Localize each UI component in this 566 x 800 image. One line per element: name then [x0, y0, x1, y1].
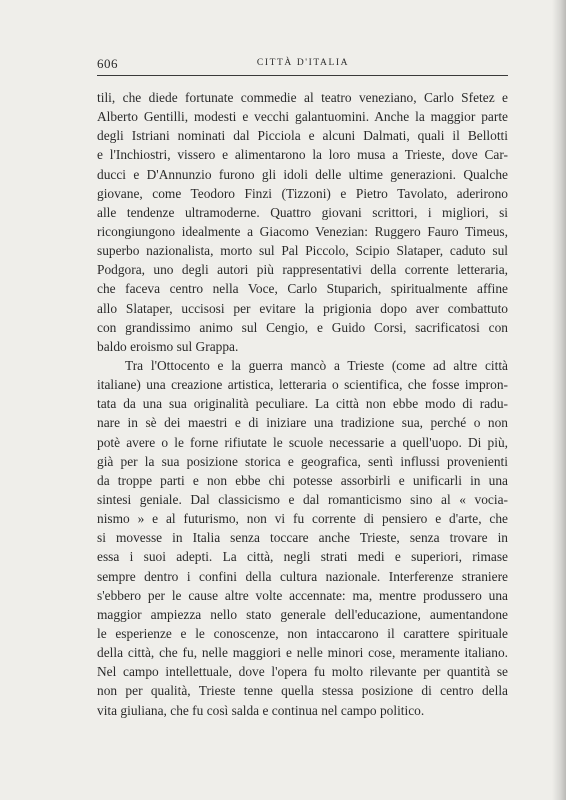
body-text — [97, 88, 508, 720]
text-line: nare in sè dei maestri e di iniziare una tradizione sua, perché o non — [97, 415, 508, 431]
text-line: italiane) una creazione artistica, letteraria o scientifica, che fosse impron- — [97, 377, 508, 393]
text-line: s'ebbero per le cause altre volte accennate: ma, mentre produssero una — [97, 587, 508, 603]
text-line: Alberto Gentilli, modesti e vecchi galantuomini. Anche la maggior parte — [97, 109, 508, 125]
text-line: tata da una sua originalità peculiare. La città non ebbe modo di radu- — [97, 396, 508, 412]
text-line: maggior ampiezza nello stato generale dell'educazione, aumentandone — [97, 606, 508, 622]
text-line: giovane, come Teodoro Finzi (Tizzoni) e Pietro Tavolato, aderirono — [97, 185, 508, 201]
text-line: sintesi geniale. Dal classicismo e dal romanticismo sino al « vocia- — [97, 491, 508, 507]
text-line: e l'Inchiostri, vissero e alimentarono la loro musa a Trieste, dove Car- — [97, 147, 508, 163]
text-line: già per la sua posizione storica e geografica, sentì influssi provenienti — [97, 453, 508, 469]
text-line: da troppe parti e non ebbe chi potesse assorbirli e unificarli in una — [97, 472, 508, 488]
text-line: con grandissimo animo sul Cengio, e Guido Corsi, sacrificatosi con — [97, 319, 508, 335]
text-line: nismo » e al futurismo, non vi fu corrente di pensiero e d'arte, che — [97, 511, 508, 527]
text-line: le esperienze e le conoscenze, non intaccarono il carattere spirituale — [97, 625, 508, 641]
page-number: 606 — [97, 56, 118, 71]
paragraph-2 — [97, 356, 508, 720]
header-rule — [97, 75, 508, 76]
text-line: ducci e D'Annunzio furono gli idoli delle ultime generazioni. Qualche — [97, 166, 508, 182]
text-line: baldo eroismo sul Grappa. — [97, 338, 239, 354]
text-line: tili, che diede fortunate commedie al teatro veneziano, Carlo Sfetez e — [97, 90, 508, 105]
page-edge-shadow — [552, 0, 566, 800]
text-line: sempre dentro i confini della cultura nazionale. Interferenze straniere — [97, 568, 508, 584]
text-line: si movesse in Italia senza toccare anche Trieste, senza trovare in — [97, 530, 508, 546]
text-line: ricongiungono idealmente a Giacomo Venezian: Ruggero Fauro Timeus, — [97, 223, 508, 239]
text-line: vita giuliana, che fu così salda e continua nel campo politico. — [97, 702, 425, 718]
text-line: Tra l'Ottocento e la guerra mancò a Trieste (come ad altre città — [125, 357, 508, 373]
text-line: essa i suoi adepti. La città, negli strati medi e superiori, rimase — [97, 549, 508, 565]
text-line: non per qualità, Trieste tenne quella stessa posizione di centro della — [97, 683, 508, 699]
text-line: alle tendenze ultramoderne. Quattro giovani scrittori, i migliori, si — [97, 204, 508, 220]
text-line: potè avere o le forne rifiutate le scuole necessarie a quell'uopo. Di più, — [97, 434, 508, 450]
text-line: della città, che fu, nelle maggiori e nelle minori cose, meramente italiano. — [97, 645, 508, 661]
paragraph-1 — [97, 88, 508, 356]
text-line: degli Istriani nominati dal Picciola e alcuni Dalmati, quali il Bellotti — [97, 128, 508, 144]
text-line: Podgora, uno degli autori più rappresentativi della corrente letteraria, — [97, 262, 508, 278]
running-head — [97, 56, 509, 76]
text-line: Nel campo intellettuale, dove l'opera fu molto rilevante per quantità se — [97, 664, 508, 680]
text-line: che faceva centro nella Voce, Carlo Stuparich, spiritualmente affine — [97, 281, 508, 297]
text-line: allo Slataper, uccisosi per evitare la prigionia dopo aver combattuto — [97, 300, 508, 316]
text-line: superbo nazionalista, morto sul Pal Piccolo, Scipio Slataper, caduto sul — [97, 243, 508, 259]
running-title: CITTÀ D'ITALIA — [256, 58, 350, 68]
